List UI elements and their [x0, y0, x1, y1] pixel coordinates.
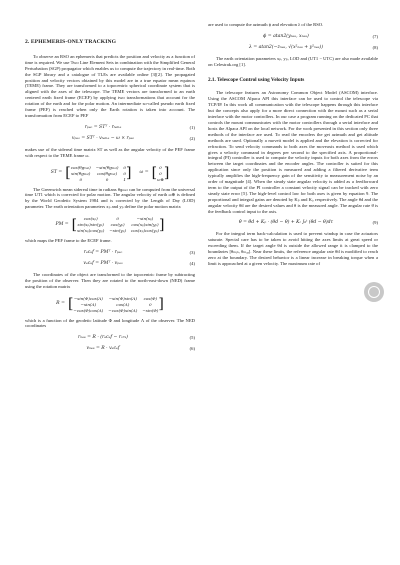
paragraph: The telescope features an Astronomy Common Object Model (ASCOM) interface. Using the ASCOM Alpaca API this interface can be used to control the telescope via TCP/IP. In this work all communication with the telescope happens through this interface but the concepts also apply for a more direct connection with the mount such as a serial interface with the motor controllers. In our case a program running on the dedicated PC that controls the mount communicates with the motor controllers through a serial interface and hosts the Alpaca API on the local network. For the work presented in this section only three methods of the interface are used. To read the encoders the get azimuth and get altitude methods are used. Optionally a moveit model is applied and the elevation is corrected for refraction. To send velocity commands to both axes the moveaxis method is used which gives a velocity command in degrees per second to the specified axis. A proportional-integral (PI) controller is used to compute the velocity inputs for both axes from the errors between the target coordinates and the encoder angles. The controller is suited for this application since only the position is measured and adding a filtered derivative term typically amplifies the high-frequency gain of the sensitivity to measurement noise by an order of magnitude [4]. When the steady state angular velocity is added as a feedforward term to the output of the PI controller a constant velocity signal can be tracked with zero steady state error [5]. The high-level control law for both axes is given by equation 9. The proportional and integral gains are denoted by Kₚ and Kᵢ, respectively. The angle θd and the angular velocity θ̇d are the desired values and θ is the measured angle. The angular rate θ̇ is the feedback control input to the axis. — [208, 90, 378, 214]
equation-number: (2) — [189, 135, 195, 141]
matrix-cell: cos(yₚ) — [110, 222, 125, 228]
matrix-cell: −sin(Φ)cos(Λ) — [73, 295, 103, 301]
equation-9 — [208, 220, 378, 226]
equation-body: ϕ = atan2(yₙₑₔ, xₙₑₔ) — [263, 33, 309, 39]
st-matrix: ST = [ cos(θɡₘₛₜ) −sin(θɡₘₛₜ) 0 sin(θɡₘₛₜ) cos(θɡₘₛₜ) 0 0 0 1 ] ω = [ 0 0 ω⊕ ] — [50, 164, 170, 182]
equation-1 — [25, 125, 195, 131]
equation-number: (9) — [372, 220, 378, 226]
equation-number: (8) — [372, 44, 378, 50]
equation-body: vₙₑₔ = R · vₑcₑf — [86, 346, 120, 352]
matrix-cell: cos(Λ) — [116, 301, 130, 307]
equation-8 — [208, 45, 378, 51]
matrix-cell: sin(xₚ)cos(yₚ) — [77, 228, 105, 234]
matrix-cell: sin(θɡₘₛₜ) — [71, 170, 91, 176]
equation-5 — [25, 335, 195, 341]
equation-body: vₑcₑf = PMᵀ · vₚₑₒ — [83, 260, 123, 266]
equation-number: (3) — [189, 250, 195, 256]
paragraph: The earth orientation parameters xₚ, yₚ, LOD and (UT1 − UTC) are also made available on Celestrak.org [1]. — [208, 55, 378, 67]
matrix-cell: cos(xₚ) — [83, 216, 98, 222]
matrix-cell: −sin(yₚ) — [109, 228, 126, 234]
matrix-label: PM = — [55, 221, 69, 227]
equation-number: (1) — [189, 124, 195, 130]
equation-number: (6) — [189, 346, 195, 352]
right-column — [208, 22, 378, 273]
matrix-cell: −sin(xₚ) — [136, 216, 154, 222]
equation-number: (7) — [372, 33, 378, 39]
paragraph: The Greenwich mean sidereal time in radians θɡₘₛₜ can be computed from the universal time UT1 which is corrected for polar motion. The angular velocity of earth ω⊕ is defined by the World Geodetic System 1984 and is corrected by the Length of Day (LOD) parameter. The earth orientation parameters xₚ and yₚ define the polar motion matrix — [25, 186, 195, 210]
matrix-cell: sin(xₚ)sin(yₚ) — [77, 222, 104, 228]
matrix-cell: 0 — [159, 170, 162, 176]
matrix-cell: cos(θɡₘₛₜ) — [70, 164, 91, 170]
equation-body: vₚₑₒ = STᵀ · vₜₑₘₑ − ω × rₚₑₒ — [71, 135, 135, 141]
matrix-cell: cos(xₚ)sin(yₚ) — [131, 222, 159, 228]
matrix-cell: 0 — [116, 216, 119, 222]
seal-icon — [364, 282, 384, 302]
matrix-cell: −sin(θɡₘₛₜ) — [95, 164, 119, 170]
matrix-cell: 0 — [123, 164, 127, 170]
matrix-label: ST = — [50, 170, 63, 176]
matrix-cell: −sin(Φ) — [142, 307, 159, 313]
paragraph: which maps the PEF frame to the ECEF frame. — [25, 238, 112, 244]
r-matrix: R = [ −sin(Φ)cos(Λ) −sin(Φ)sin(Λ) cos(Φ) −sin(Λ) cos(Λ) 0 −cos(Φ)cos(Λ) −cos(Φ)sin(Λ) −sin(Φ) ] — [56, 295, 164, 313]
equation-4 — [25, 261, 195, 267]
equation-body: rₚₑₒ = STᵀ · rₜₑₘₑ — [84, 124, 122, 130]
section-heading: 2. EPHEMERIS-ONLY TRACKING — [25, 39, 117, 45]
matrix-cell: 0 — [159, 164, 162, 170]
equation-number: (4) — [189, 260, 195, 266]
matrix-cell: 0 — [105, 176, 109, 182]
equation-body: θ̇ = θ̇d + Kₚ · (θd − θ) + Kᵢ ∫₀ᵗ (θd − θ)dτ — [238, 220, 334, 226]
matrix-cells — [71, 165, 126, 182]
equation-body: λ = atan2(−zₙₑₔ, √(x²ₙₑₔ + y²ₙₑₔ)) — [248, 44, 324, 50]
equation-7 — [208, 34, 378, 40]
equation-body: rₑcₑf = PMᵀ · rₚₑₒ — [83, 250, 123, 256]
matrix-cell: 0 — [79, 176, 83, 182]
matrix-label: R = — [56, 301, 65, 307]
matrix-cell: ω⊕ — [157, 176, 164, 182]
left-column — [25, 40, 195, 357]
matrix-label: ω = — [139, 170, 149, 176]
subsection-heading: 2.1. Telescope Control using Velocity Inputs — [208, 76, 305, 83]
paragraph: For the integral term back-calculation is used to prevent windup in case the actuators saturate. Special care has to be taken to avoid hitting the axes limits at great speed or exceeding them. If the target angle θd is outside the allowed range it is clamped to the boundaries [θₘᵢₙ, θₘₐₓ]. Near these limits, the reference angular rate θ̇d is modified to reach zero at the boundary. The desired behavior is a linear increase in breaking torque when a limit is approached at a given velocity. The maximum rate of — [208, 231, 378, 266]
paragraph: are used to compute the azimuth ϕ and elevation λ of the RSO. — [208, 22, 324, 27]
matrix-cell: −sin(Λ) — [80, 301, 97, 307]
matrix-cell: cos(xₚ)cos(yₚ) — [130, 228, 159, 234]
matrix-cell: −cos(Φ)sin(Λ) — [108, 307, 138, 313]
paragraph: makes use of the sidereal time matrix ST as well as the angular velocity of the PEF frame with respect to the TEME frame ω. — [25, 146, 195, 158]
equation-3 — [25, 250, 195, 256]
matrix-cells — [77, 216, 159, 233]
matrix-cell: cos(Φ) — [143, 295, 158, 301]
matrix-cell: 0 — [149, 301, 152, 307]
paragraph: which is a function of the geodetic latitude Φ and longitude Λ of the observer. The NED coordinates — [25, 317, 195, 329]
matrix-cell: cos(θɡₘₛₜ) — [97, 170, 118, 176]
pm-matrix: PM = [ cos(xₚ) 0 −sin(xₚ) sin(xₚ)sin(yₚ) cos(yₚ) cos(xₚ)sin(yₚ) sin(xₚ)cos(yₚ) −sin(yₚ) cos(xₚ)cos(yₚ) ] — [55, 216, 165, 234]
equation-number: (5) — [189, 335, 195, 341]
equation-2 — [25, 136, 195, 142]
matrix-cell: 0 — [123, 170, 127, 176]
matrix-cell: 1 — [123, 176, 127, 182]
matrix-cell: −cos(Φ)cos(Λ) — [73, 307, 104, 313]
matrix-cells — [73, 296, 158, 313]
equation-body: rₙₑₔ = R · (rₑcₑf − rₒ₇ₛ) — [78, 335, 128, 341]
vector-cells — [157, 165, 164, 182]
paragraph: The coordinates of the object are transformed to the topocentric frame by subtracting the position of the observer. Then they are rotated to the north-east-down (NED) frame using the rotation matrix — [25, 271, 195, 289]
matrix-cell: −sin(Φ)sin(Λ) — [108, 295, 137, 301]
paragraph: To observe an RSO an ephemeris that predicts the position and velocity as a function of time is required. We use Two Line Element Sets in combination with the Simplified General Perturbation (SGP) propagator which enables us to compute the trajectory in real-time. Both the SGP library and a catalogue of TLEs are available online [3][2]. The propagated position and velocity vectors obtained by this model are in a true equator mean equinox (TEME) frame. They are transformed to a topocentric spherical coordinate system that is aligned with the axes of the telescope. The TEME vectors are transformed to an earth centered earth fixed frame (ECEF) by applying two transformations that account for the rotation of the earth and for the polar motion. An intermediate so-called pseudo earth fixed frame (PEF) is reached when only the Earth rotation is taken into account. The transformation from ECEF to PEF — [25, 53, 195, 118]
equation-6 — [25, 346, 195, 352]
